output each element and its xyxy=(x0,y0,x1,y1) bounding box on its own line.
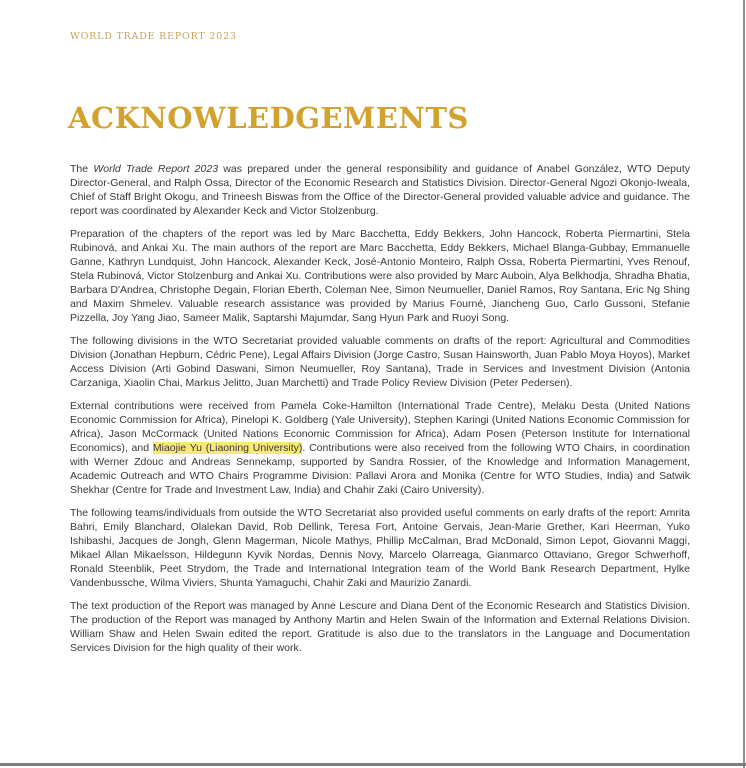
body-text xyxy=(70,162,690,664)
running-header: WORLD TRADE REPORT 2023 xyxy=(70,31,237,42)
p4-pre: External contributions were received from Pamela Coke-Hamilton (International Trade Centre), Melaku Desta (United Nations Economic Commission for Africa), Pinelopi K. Goldberg (Yale University), Stephen Karingi (United Nations Economic Commission for Africa), Jason McCormack (United Nations Economic Commission for Africa), Adam Posen (Peterson Institute for International Economics), and xyxy=(70,400,690,454)
paragraph-outside-teams: The following teams/individuals from outside the WTO Secretariat also provided useful comments on early drafts of the report: Amrita Bahri, Emily Blanchard, Olalekan David, Rob Dellink, Teresa Fort, Antoine Gervais, Jean-Marie Grether, Kari Heerman, Yuko Ishibashi, Jacques de Jongh, Glenn Magerman, Nicole Mathys, Phillip McCalman, Brad McDonald, Simon Lepot, Giovanni Maggi, Mikael Allan Mikaelsson, Hildegunn Kyvik Nordas, Dennis Novy, Marcelo Olarreaga, Gianmarco Ottaviano, Gregor Schwerhoff, Ronald Steenblik, Peet Strydom, the Trade and International Integration team of the World Bank Research Department, Hylke Vandenbussche, Wilma Viviers, Shunta Yamaguchi, Chahir Zaki and Maurizio Zanardi. xyxy=(70,507,690,589)
paragraph-responsibility xyxy=(70,162,690,218)
report-title-italic: World Trade Report 2023 xyxy=(93,163,219,175)
p1-pre: The xyxy=(70,163,94,175)
paragraph-external-contributions xyxy=(70,399,690,497)
paragraph-authors: Preparation of the chapters of the report was led by Marc Bacchetta, Eddy Bekkers, John Hancock, Roberta Piermartini, Stela Rubinová, and Ankai Xu. The main authors of the report are Marc Bacchetta, Eddy Bekkers, Michael Blanga-Gubbay, Emmanuelle Ganne, Kathryn Lundquist, John Hancock, Alexander Keck, José-Antonio Monteiro, Ralph Ossa, Roberta Piermartini, Yves Renouf, Stela Rubinová, Victor Stolzenburg and Ankai Xu. Contributions were also provided by Marc Auboin, Alya Belkhodja, Shradha Bhatia, Barbara D'Andrea, Christophe Degain, Florian Eberth, Coleman Nee, Simon Neumueller, Daniel Ramos, Roy Santana, Eric Ng Shing and Maxim Shmelev. Valuable research assistance was provided by Marius Fourné, Jiancheng Guo, Carlo Gussoni, Stefanie Pizzella, Joy Yang Jiao, Sameer Malik, Saptarshi Majumdar, Sang Hyun Park and Ruoyi Song. xyxy=(70,228,690,324)
p4-post: . Contributions were also received from the following WTO Chairs, in coordination with Werner Zdouc and Andreas Sennekamp, supported by Sandra Rossier, of the Knowledge and Information Management, Academic Outreach and WTO Chairs Programme Division: Pallavi Arora and Monika (Centre for WTO Studies, India) and Satwik Shekhar (Centre for Trade and Investment Law, India) and Chahir Zaki (Cairo University). xyxy=(70,442,690,496)
page-title: ACKNOWLEDGEMENTS xyxy=(68,101,469,135)
p1-post: was prepared under the general responsibility and guidance of Anabel González, WTO Deputy Director-General, and Ralph Ossa, Director of the Economic Research and Statistics Division. Director-General Ngozi Okonjo-Iweala, Chief of Staff Bright Okogu, and Trineesh Biswas from the Office of the Director-General provided valuable advice and guidance. The report was coordinated by Alexander Keck and Victor Stolzenburg. xyxy=(70,163,690,217)
page-edge-right xyxy=(743,0,745,768)
paragraph-divisions: The following divisions in the WTO Secretariat provided valuable comments on drafts of the report: Agricultural and Commodities Division (Jonathan Hepburn, Cédric Pene), Legal Affairs Division (Jorge Castro, Susan Hainsworth, Juan Pablo Moya Hoyos), Market Access Division (Arti Gobind Daswani, Simon Neumueller, Roy Santana), Trade in Services and Investment Division (Antonia Carzaniga, Xiaolin Chai, Markus Jelitto, Juan Marchetti) and Trade Policy Review Division (Peter Pedersen). xyxy=(70,335,690,389)
highlighted-text: Miaojie Yu (Liaoning University) xyxy=(152,442,303,454)
paragraph-production: The text production of the Report was managed by Anne Lescure and Diana Dent of the Economic Research and Statistics Division. The production of the Report was managed by Anthony Martin and Helen Swain of the Information and External Relations Division. William Shaw and Helen Swain edited the report. Gratitude is also due to the translators in the Language and Documentation Services Division for the high quality of their work. xyxy=(70,600,690,654)
page-edge-bottom xyxy=(0,763,746,766)
